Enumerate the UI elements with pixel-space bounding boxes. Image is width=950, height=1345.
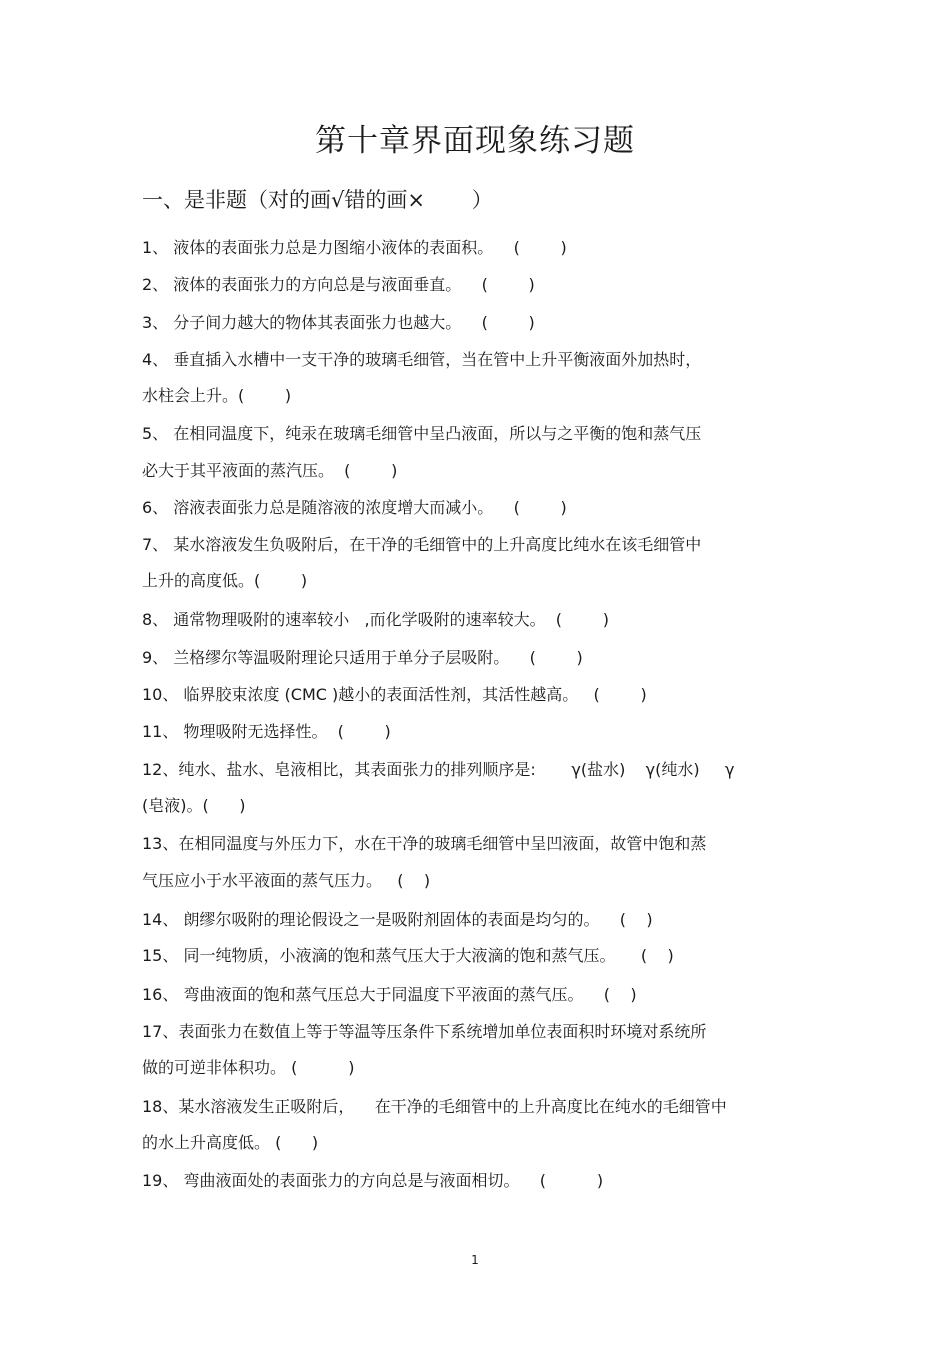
question-7-line-1: 7、 某水溶液发生负吸附后，在干净的毛细管中的上升高度比纯水在该毛细管中 (142, 535, 702, 554)
page-number: 1 (471, 1253, 479, 1267)
question-15-line-1: 15、 同一纯物质，小液滴的饱和蒸气压大于大液滴的饱和蒸气压。 ( ) (142, 946, 674, 965)
question-12-line-2: (皂液)。( ) (142, 796, 246, 815)
question-18-line-1: 18、某水溶液发生正吸附后， 在干净的毛细管中的上升高度比在纯水的毛细管中 (142, 1097, 727, 1116)
question-4-line-1: 4、 垂直插入水槽中一支干净的玻璃毛细管，当在管中上升平衡液面外加热时， (142, 350, 702, 369)
question-7-line-2: 上升的高度低。( ) (142, 571, 308, 590)
question-5-line-1: 5、 在相同温度下，纯汞在玻璃毛细管中呈凸液面，所以与之平衡的饱和蒸气压 (142, 424, 702, 443)
question-17-line-2: 做的可逆非体积功。 ( ) (142, 1058, 355, 1077)
question-6-line-1: 6、 溶液表面张力总是随溶液的浓度增大而减小。 ( ) (142, 498, 567, 517)
question-2-line-1: 2、 液体的表面张力的方向总是与液面垂直。 ( ) (142, 275, 535, 294)
question-12-line-1: 12、纯水、盐水、皂液相比，其表面张力的排列顺序是: γ(盐水) γ(纯水) γ (142, 760, 735, 779)
question-9-line-1: 9、 兰格缪尔等温吸附理论只适用于单分子层吸附。 ( ) (142, 648, 583, 667)
question-19-line-1: 19、 弯曲液面处的表面张力的方向总是与液面相切。 ( ) (142, 1171, 604, 1190)
page-title: 第十章界面现象练习题 (315, 123, 635, 159)
question-18-line-2: 的水上升高度低。 ( ) (142, 1133, 319, 1152)
question-8-line-1: 8、 通常物理吸附的速率较小 ,而化学吸附的速率较大。 ( ) (142, 610, 609, 629)
section-heading: 一、是非题（对的画√错的画× ） (142, 188, 493, 212)
question-5-line-2: 必大于其平液面的蒸汽压。 ( ) (142, 461, 398, 480)
question-4-line-2: 水柱会上升。( ) (142, 386, 292, 405)
question-10-line-1: 10、 临界胶束浓度 (CMC )越小的表面活性剂，其活性越高。 ( ) (142, 685, 647, 704)
question-14-line-1: 14、 朗缪尔吸附的理论假设之一是吸附剂固体的表面是均匀的。 ( ) (142, 910, 653, 929)
question-16-line-1: 16、 弯曲液面的饱和蒸气压总大于同温度下平液面的蒸气压。 ( ) (142, 985, 637, 1004)
question-13-line-2: 气压应小于水平液面的蒸气压力。 ( ) (142, 871, 431, 890)
question-1-line-1: 1、 液体的表面张力总是力图缩小液体的表面积。 ( ) (142, 238, 567, 257)
question-17-line-1: 17、表面张力在数值上等于等温等压条件下系统增加单位表面积时环境对系统所 (142, 1022, 707, 1041)
question-11-line-1: 11、 物理吸附无选择性。 ( ) (142, 722, 391, 741)
question-3-line-1: 3、 分子间力越大的物体其表面张力也越大。 ( ) (142, 313, 535, 332)
question-13-line-1: 13、在相同温度与外压力下，水在干净的玻璃毛细管中呈凹液面，故管中饱和蒸 (142, 834, 707, 853)
